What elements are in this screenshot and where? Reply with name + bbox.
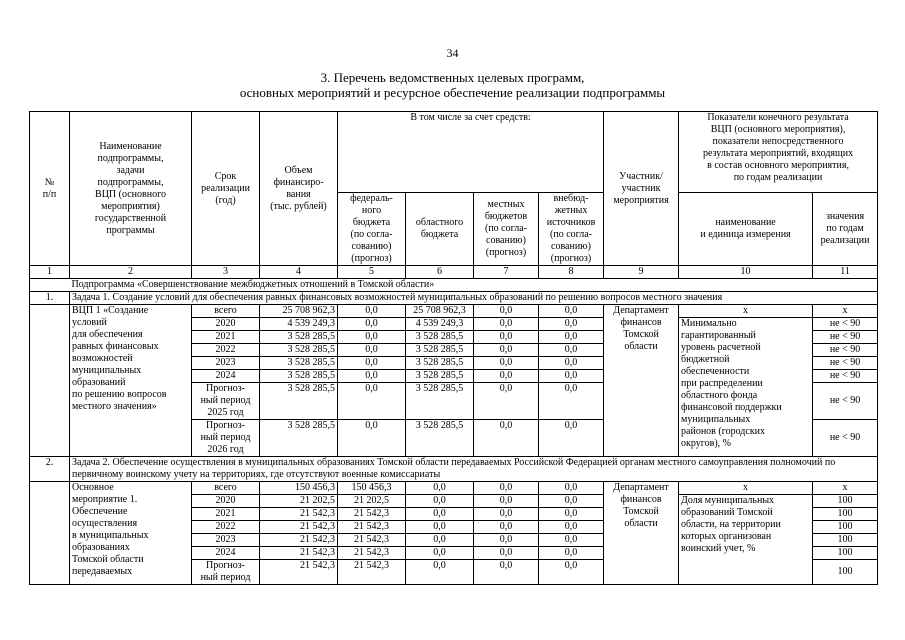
task1-indicator-value: не < 90	[813, 344, 878, 357]
task1-local: 0,0	[474, 357, 539, 370]
task1-total: 3 528 285,5	[260, 383, 338, 420]
task2-period: 2023	[192, 534, 260, 547]
task1-total: 3 528 285,5	[260, 344, 338, 357]
task1-indicator-value: не < 90	[813, 420, 878, 457]
task2-period: Прогноз- ный период	[192, 560, 260, 585]
colnum: 10	[679, 266, 813, 279]
task2-total: 21 542,3	[260, 521, 338, 534]
task1-extra: 0,0	[539, 383, 604, 420]
task1-num: 1.	[30, 292, 70, 305]
task2-participant: Департамент финансов Томской области	[604, 482, 679, 585]
program-table	[29, 111, 878, 585]
task1-federal: 0,0	[338, 344, 406, 357]
page-number: 34	[446, 46, 459, 60]
task2-extra: 0,0	[539, 521, 604, 534]
task1-indicator-header: x	[679, 305, 813, 318]
task2-federal: 21 202,5	[338, 495, 406, 508]
task1-extra: 0,0	[539, 305, 604, 318]
task2-federal: 21 542,3	[338, 508, 406, 521]
task1-local: 0,0	[474, 370, 539, 383]
task1-period: всего	[192, 305, 260, 318]
task1-total: 3 528 285,5	[260, 420, 338, 457]
task2-local: 0,0	[474, 482, 539, 495]
task1-indicator-value: не < 90	[813, 318, 878, 331]
header-period: Срок реализации (год)	[192, 112, 260, 266]
task2-federal: 21 542,3	[338, 521, 406, 534]
task2-period: 2020	[192, 495, 260, 508]
task2-regional: 0,0	[406, 547, 474, 560]
task1-extra: 0,0	[539, 370, 604, 383]
task1-total: 4 539 249,3	[260, 318, 338, 331]
task1-name: ВЦП 1 «Создание условий для обеспечения равных финансовых возможностей муниципальных образований по решению вопросов местного значения»	[70, 305, 192, 457]
task1-regional: 3 528 285,5	[406, 331, 474, 344]
task2-body	[30, 482, 878, 585]
task1-regional: 3 528 285,5	[406, 383, 474, 420]
task2-period: 2021	[192, 508, 260, 521]
task2-regional: 0,0	[406, 560, 474, 585]
task1-period: 2022	[192, 344, 260, 357]
task1-extra: 0,0	[539, 357, 604, 370]
title-line-2: основных мероприятий и ресурсное обеспечение реализации подпрограммы	[239, 85, 666, 100]
colnum: 3	[192, 266, 260, 279]
task2-federal: 21 542,3	[338, 560, 406, 585]
task2-row	[30, 457, 878, 482]
task2-indicator-value: 100	[813, 560, 878, 585]
header-sources-group: В том числе за счет средств:	[338, 112, 604, 193]
task1-num-empty	[30, 305, 70, 457]
header-indicator-name: наименование и единица измерения	[679, 193, 813, 266]
task2-total: 21 542,3	[260, 547, 338, 560]
task2-extra: 0,0	[539, 560, 604, 585]
task1-indicator-value: x	[813, 305, 878, 318]
task2-data-row	[30, 482, 878, 495]
task1-extra: 0,0	[539, 344, 604, 357]
task2-federal: 21 542,3	[338, 547, 406, 560]
task2-federal: 150 456,3	[338, 482, 406, 495]
task1-regional: 3 528 285,5	[406, 357, 474, 370]
header-regional: областного бюджета	[406, 193, 474, 266]
task1-extra: 0,0	[539, 420, 604, 457]
task2-local: 0,0	[474, 560, 539, 585]
task2-period: 2022	[192, 521, 260, 534]
task2-extra: 0,0	[539, 495, 604, 508]
task2-total: 21 202,5	[260, 495, 338, 508]
task2-num: 2.	[30, 457, 70, 482]
task1-local: 0,0	[474, 344, 539, 357]
task2-local: 0,0	[474, 521, 539, 534]
task1-period: Прогноз- ный период 2026 год	[192, 420, 260, 457]
task2-indicator-value: 100	[813, 508, 878, 521]
subprogram-title: Подпрограмма «Совершенствование межбюджетных отношений в Томской области»	[70, 279, 878, 292]
task2-local: 0,0	[474, 508, 539, 521]
task1-federal: 0,0	[338, 357, 406, 370]
task1-total: 3 528 285,5	[260, 357, 338, 370]
task2-num-empty	[30, 482, 70, 585]
task2-regional: 0,0	[406, 521, 474, 534]
task2-regional: 0,0	[406, 534, 474, 547]
task2-extra: 0,0	[539, 508, 604, 521]
task2-regional: 0,0	[406, 495, 474, 508]
header-federal: федераль- ного бюджета (по согла- сованию) (прогноз)	[338, 193, 406, 266]
task1-federal: 0,0	[338, 305, 406, 318]
header-indicator-values: значения по годам реализации	[813, 193, 878, 266]
task2-name: Основное мероприятие 1. Обеспечение осуществления в муниципальных образованиях Томской области передаваемых	[70, 482, 192, 585]
task1-regional: 25 708 962,3	[406, 305, 474, 318]
colnum: 4	[260, 266, 338, 279]
task2-indicator-value: 100	[813, 521, 878, 534]
colnum: 2	[70, 266, 192, 279]
task1-regional: 3 528 285,5	[406, 370, 474, 383]
task2-indicator-value: 100	[813, 495, 878, 508]
task1-period: 2021	[192, 331, 260, 344]
header-participant: Участник/ участник мероприятия	[604, 112, 679, 266]
task1-indicator-value: не < 90	[813, 383, 878, 420]
task1-total: 3 528 285,5	[260, 331, 338, 344]
task2-period: 2024	[192, 547, 260, 560]
task1-local: 0,0	[474, 318, 539, 331]
header-local: местных бюджетов (по согла- сованию) (прогноз)	[474, 193, 539, 266]
task2-indicator-value: x	[813, 482, 878, 495]
task1-regional: 4 539 249,3	[406, 318, 474, 331]
task1-local: 0,0	[474, 420, 539, 457]
task1-period: 2023	[192, 357, 260, 370]
colnum: 5	[338, 266, 406, 279]
task1-indicator-value: не < 90	[813, 357, 878, 370]
task1-federal: 0,0	[338, 383, 406, 420]
task2-indicator-value: 100	[813, 534, 878, 547]
title-line-1: 3. Перечень ведомственных целевых программ,	[320, 70, 585, 85]
task1-regional: 3 528 285,5	[406, 344, 474, 357]
column-numbers-row	[30, 266, 878, 279]
header-volume: Объем финансиро- вания (тыс. рублей)	[260, 112, 338, 266]
task1-period: 2024	[192, 370, 260, 383]
task2-extra: 0,0	[539, 482, 604, 495]
task1-extra: 0,0	[539, 331, 604, 344]
task2-indicator-value: 100	[813, 547, 878, 560]
task1-indicator-value: не < 90	[813, 331, 878, 344]
task2-indicator: Доля муниципальных образований Томской области, на территории которых организован воинский учет, %	[679, 495, 813, 585]
task1-local: 0,0	[474, 383, 539, 420]
task2-total: 21 542,3	[260, 508, 338, 521]
task1-data-row	[30, 305, 878, 318]
task1-text: Задача 1. Создание условий для обеспечения равных финансовых возможностей муниципальных образований по решению вопросов местного значения	[70, 292, 878, 305]
task2-total: 21 542,3	[260, 534, 338, 547]
task1-federal: 0,0	[338, 318, 406, 331]
task2-period: всего	[192, 482, 260, 495]
task1-period: Прогноз- ный период 2025 год	[192, 383, 260, 420]
task2-regional: 0,0	[406, 482, 474, 495]
task1-extra: 0,0	[539, 318, 604, 331]
task2-indicator-header: x	[679, 482, 813, 495]
task2-text: Задача 2. Обеспечение осуществления в муниципальных образованиях Томской области передаваемых Российской Федерацией органам местного самоуправления полномочий по первичному воинскому учету на территориях, где отсутствуют военные комиссариаты	[70, 457, 878, 482]
task2-total: 21 542,3	[260, 560, 338, 585]
task2-total: 150 456,3	[260, 482, 338, 495]
colnum: 7	[474, 266, 539, 279]
task2-extra: 0,0	[539, 534, 604, 547]
header-name: Наименование подпрограммы, задачи подпрограммы, ВЦП (основного мероприятия) государственной программы	[70, 112, 192, 266]
header-extra: внебюд- жетных источников (по согла- сованию) (прогноз)	[539, 193, 604, 266]
colnum: 11	[813, 266, 878, 279]
task1-local: 0,0	[474, 305, 539, 318]
header-row	[30, 112, 878, 193]
task1-total: 25 708 962,3	[260, 305, 338, 318]
colnum: 9	[604, 266, 679, 279]
task1-regional: 3 528 285,5	[406, 420, 474, 457]
task2-extra: 0,0	[539, 547, 604, 560]
task1-participant: Департамент финансов Томской области	[604, 305, 679, 457]
task1-total: 3 528 285,5	[260, 370, 338, 383]
colnum: 8	[539, 266, 604, 279]
colnum: 1	[30, 266, 70, 279]
task2-local: 0,0	[474, 495, 539, 508]
task1-row	[30, 292, 878, 305]
task1-indicator-value: не < 90	[813, 370, 878, 383]
colnum: 6	[406, 266, 474, 279]
task2-local: 0,0	[474, 534, 539, 547]
task1-indicator: Минимально гарантированный уровень расчетной бюджетной обеспеченности при распределении областного фонда финансовой поддержки муниципальных районов (городских округов), %	[679, 318, 813, 457]
task1-federal: 0,0	[338, 370, 406, 383]
task2-regional: 0,0	[406, 508, 474, 521]
task1-body	[30, 305, 878, 457]
subprogram-row	[30, 279, 878, 292]
task1-local: 0,0	[474, 331, 539, 344]
task2-local: 0,0	[474, 547, 539, 560]
task2-federal: 21 542,3	[338, 534, 406, 547]
header-indicators-group: Показатели конечного результата ВЦП (основного мероприятия), показатели непосредственного результата мероприятий, входящих в состав основного мероприятия, по годам реализации	[679, 112, 878, 193]
task1-federal: 0,0	[338, 420, 406, 457]
task1-period: 2020	[192, 318, 260, 331]
header-num: № п/п	[30, 112, 70, 266]
page-title	[0, 70, 905, 100]
task1-federal: 0,0	[338, 331, 406, 344]
